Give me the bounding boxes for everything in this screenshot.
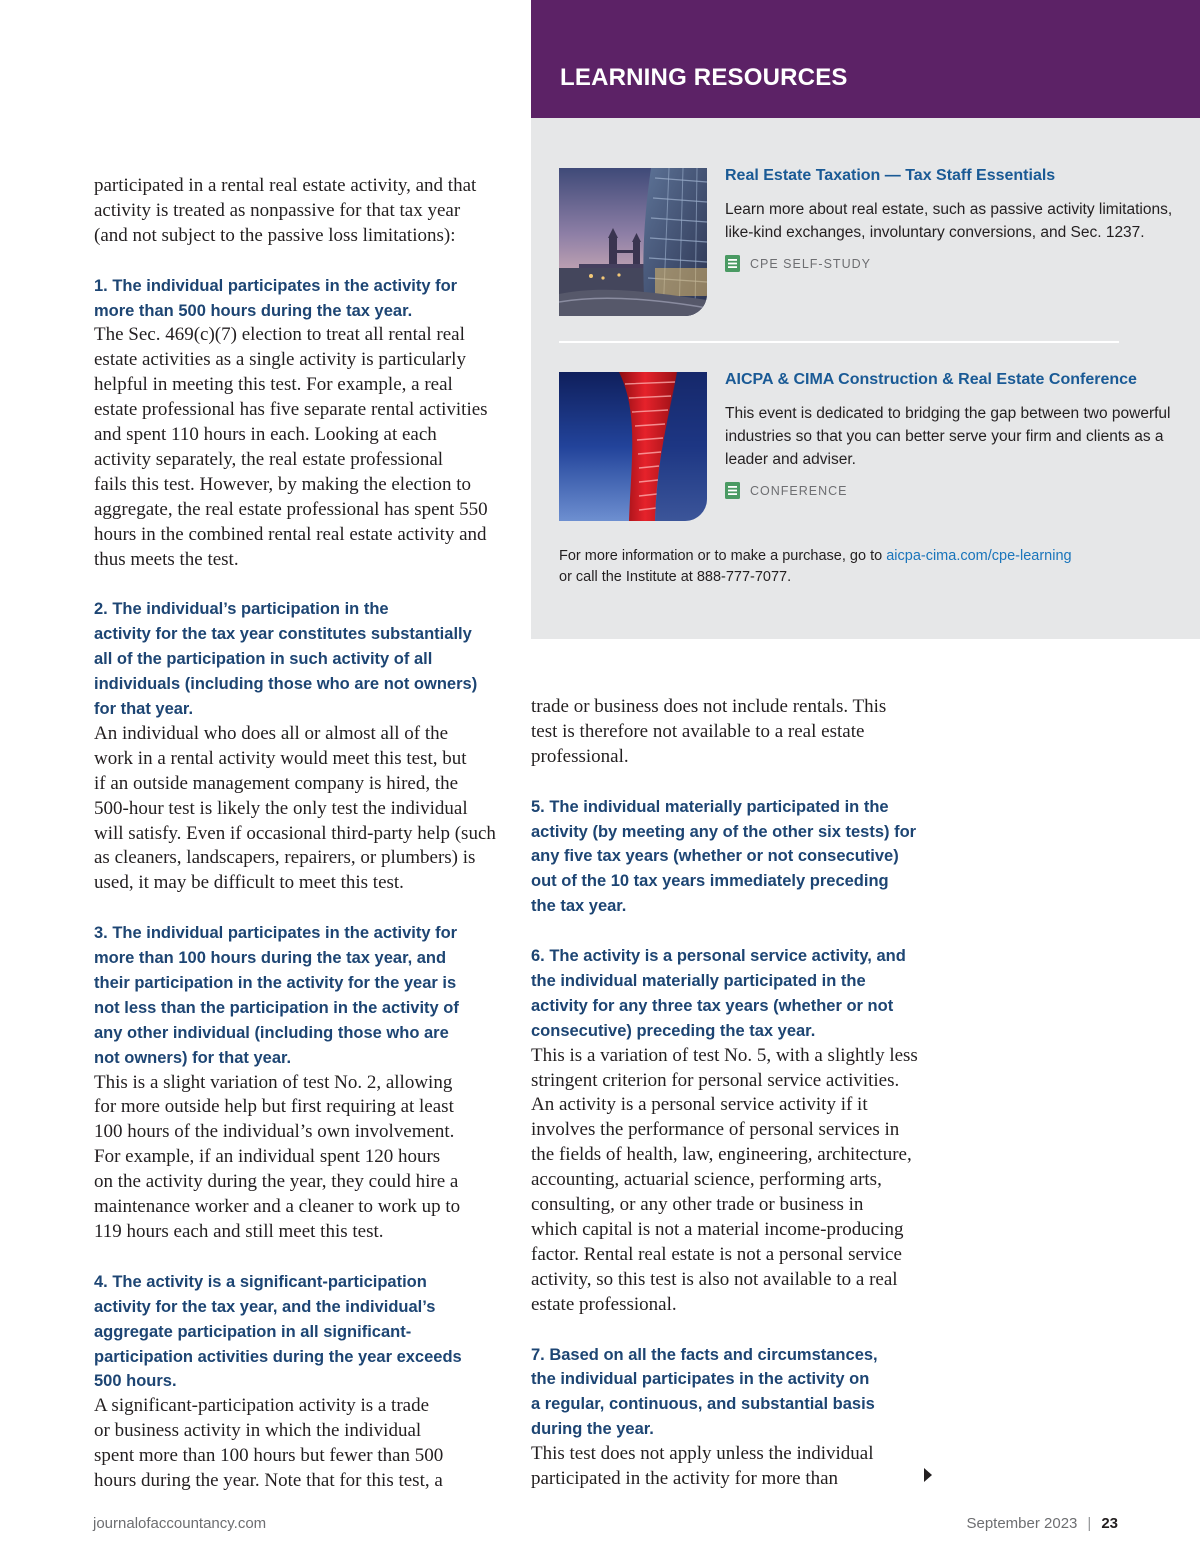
test-6-heading (531, 944, 951, 1044)
text-line: estate professional. (531, 1293, 677, 1315)
text-line: thus meets the test. (94, 548, 239, 570)
test-5-heading (531, 795, 951, 920)
heading-line: 500 hours. (94, 1372, 177, 1391)
text-line: will satisfy. Even if occasional third-party help (such (94, 822, 496, 844)
text-line: work in a rental activity would meet this test, but (94, 747, 467, 769)
heading-line: during the year. (531, 1420, 654, 1439)
text-line: factor. Rental real estate is not a personal service (531, 1243, 902, 1265)
heading-line: individuals (including those who are not owners) (94, 675, 478, 694)
test-6-body (531, 1044, 951, 1318)
text-line: trade or business does not include rentals. This (531, 696, 887, 717)
cpe-learning-link[interactable]: aicpa-cima.com/cpe-learning (886, 548, 1072, 564)
text-line: A significant-participation activity is a trade (94, 1395, 430, 1417)
text-line: The Sec. 469(c)(7) election to treat all rental real (94, 324, 465, 346)
text-line: participated in a rental real estate activity, and that (94, 175, 477, 196)
text-line: estate professional has five separate rental activities (94, 399, 488, 421)
page-number: 23 (1101, 1515, 1118, 1532)
footer-issue-info (966, 1515, 1118, 1532)
text-line: This is a slight variation of test No. 2, allowing (94, 1071, 453, 1093)
resource-description: This event is dedicated to bridging the gap between two powerful industries so that you can better serve your firm and clients as a leader and adviser. (725, 405, 1171, 468)
text-line: activity, so this test is also not available to a real (531, 1268, 898, 1290)
heading-line: the individual materially participated in the (531, 971, 866, 990)
text-line: involves the performance of personal services in (531, 1119, 900, 1141)
heading-line: activity (by meeting any of the other six tests) for (531, 822, 917, 841)
resource-tag-label: CPE SELF-STUDY (750, 256, 871, 271)
intro-paragraph (94, 174, 514, 249)
resource-description: Learn more about real estate, such as passive activity limitations, like-kind exchanges, involuntary conversions, and Sec. 1237. (725, 201, 1173, 241)
heading-line: their participation in the activity for the year is (94, 973, 457, 992)
sidebar-divider (559, 341, 1119, 343)
sidebar-footer-phone: or call the Institute at 888-777-7077. (559, 569, 792, 585)
london-city-hall-tower-bridge-photo (559, 168, 707, 316)
text-line: 119 hours each and still meet this test. (94, 1221, 384, 1243)
heading-line: aggregate participation in all significant- (94, 1322, 412, 1341)
text-line: or business activity in which the individual (94, 1420, 422, 1442)
heading-line: 2. The individual’s participation in the (94, 600, 389, 619)
text-line: participated in the activity for more than (531, 1468, 839, 1490)
resource-tag-label: CONFERENCE (750, 483, 848, 498)
document-icon (725, 482, 740, 499)
text-line: An activity is a personal service activity if it (531, 1094, 868, 1116)
test-3-body (94, 1071, 514, 1245)
test-1-heading (94, 274, 514, 324)
sidebar-footer (559, 546, 1179, 588)
text-line: professional. (531, 745, 629, 767)
heading-line: participation activities during the year exceeds (94, 1347, 462, 1366)
resource-body (725, 370, 1179, 499)
heading-line: out of the 10 tax years immediately preceding (531, 872, 889, 891)
test-7-heading (531, 1343, 951, 1443)
text-line: hours during the year. Note that for this test, a (94, 1470, 443, 1492)
left-column (94, 174, 514, 1494)
heading-line: any five tax years (whether or not consecutive) (531, 847, 899, 866)
heading-line: 1. The individual participates in the activity for (94, 276, 458, 295)
resource-tag (725, 255, 1179, 272)
heading-line: for that year. (94, 700, 194, 718)
text-line: hours in the combined rental real estate activity and (94, 523, 487, 545)
document-icon (725, 255, 740, 272)
text-line: maintenance worker and a cleaner to work up to (94, 1196, 461, 1218)
heading-line: 3. The individual participates in the activity for (94, 924, 458, 943)
heading-line: 6. The activity is a personal service activity, and (531, 947, 906, 966)
heading-line: all of the participation in such activity of all (94, 650, 433, 669)
text-line: spent more than 100 hours but fewer than 500 (94, 1445, 444, 1467)
text-line: 100 hours of the individual’s own involvement. (94, 1121, 455, 1143)
text-line: for more outside help but first requiring at least (94, 1096, 454, 1118)
text-line: An individual who does all or almost all of the (94, 722, 449, 744)
heading-line: 5. The individual materially participated in the (531, 797, 889, 816)
text-line: consulting, or any other trade or business in (531, 1194, 864, 1216)
heading-line: activity for the tax year constitutes substantially (94, 625, 472, 644)
text-line: on the activity during the year, they could hire a (94, 1171, 459, 1193)
footer-website: journalofaccountancy.com (93, 1515, 267, 1532)
heading-line: a regular, continuous, and substantial basis (531, 1395, 875, 1414)
heading-line: the tax year. (531, 897, 627, 916)
heading-line: activity for the tax year, and the individual’s (94, 1297, 436, 1316)
red-twisting-skyscraper-photo (559, 372, 707, 521)
text-line: stringent criterion for personal service activities. (531, 1069, 900, 1091)
sidebar-header (531, 0, 1200, 118)
heading-line: not less than the participation in the activity of (94, 998, 459, 1017)
test-2-heading (94, 597, 514, 722)
test-4-body-continued (531, 695, 951, 770)
text-line: accounting, actuarial science, performing arts, (531, 1169, 882, 1191)
text-line: the fields of health, law, engineering, architecture, (531, 1144, 912, 1166)
test-1-body (94, 323, 514, 572)
right-column (531, 695, 951, 1492)
resource-tag (725, 482, 1179, 499)
text-line: as cleaners, landscapers, repairers, or plumbers) is (94, 847, 476, 869)
test-4-body (94, 1394, 514, 1494)
text-line: 500-hour test is likely the only test the individual (94, 797, 468, 819)
test-3-heading (94, 921, 514, 1070)
heading-line: any other individual (including those who are (94, 1023, 449, 1042)
heading-line: more than 100 hours during the tax year, and (94, 949, 447, 968)
text-line: aggregate, the real estate professional has spent 550 (94, 498, 488, 520)
footer-date: September 2023 (966, 1515, 1078, 1532)
text-line: used, it may be difficult to meet this test. (94, 872, 404, 894)
text-line: activity separately, the real estate professional (94, 448, 444, 470)
resource-title-link[interactable]: Real Estate Taxation — Tax Staff Essentials (725, 167, 1056, 184)
footer-separator: | (1087, 1515, 1092, 1532)
text-line: activity is treated as nonpassive for that tax year (94, 199, 461, 221)
heading-line: consecutive) preceding the tax year. (531, 1021, 816, 1040)
text-line: (and not subject to the passive loss limitations): (94, 224, 456, 246)
text-line: if an outside management company is hired, the (94, 772, 459, 794)
text-line: estate activities as a single activity is particularly (94, 349, 466, 371)
heading-line: 7. Based on all the facts and circumstances, (531, 1345, 878, 1364)
text-line: This is a variation of test No. 5, with a slightly less (531, 1044, 918, 1066)
heading-line: not owners) for that year. (94, 1048, 292, 1067)
heading-line: more than 500 hours during the tax year. (94, 301, 413, 320)
sidebar-footer-text: For more information or to make a purchase, go to (559, 548, 887, 564)
text-line: helpful in meeting this test. For example, a real (94, 374, 453, 396)
text-line: test is therefore not available to a real estate (531, 720, 865, 742)
text-line: fails this test. However, by making the election to (94, 473, 472, 495)
continued-arrow-icon (924, 1468, 932, 1482)
learning-resources-sidebar (531, 0, 1200, 639)
heading-line: activity for any three tax years (whether or not (531, 996, 894, 1015)
test-4-heading (94, 1270, 514, 1395)
text-line: and spent 110 hours in each. Looking at each (94, 424, 437, 446)
resource-body (725, 166, 1179, 272)
text-line: This test does not apply unless the individual (531, 1443, 874, 1465)
test-2-body (94, 722, 514, 896)
sidebar-title: LEARNING RESOURCES (560, 64, 848, 91)
test-7-body (531, 1442, 951, 1492)
text-line: which capital is not a material income-producing (531, 1219, 904, 1240)
resource-title-link[interactable]: AICPA & CIMA Construction & Real Estate Conference (725, 371, 1137, 388)
heading-line: 4. The activity is a significant-participation (94, 1272, 427, 1291)
text-line: For example, if an individual spent 120 hours (94, 1146, 441, 1168)
heading-line: the individual participates in the activity on (531, 1370, 870, 1389)
